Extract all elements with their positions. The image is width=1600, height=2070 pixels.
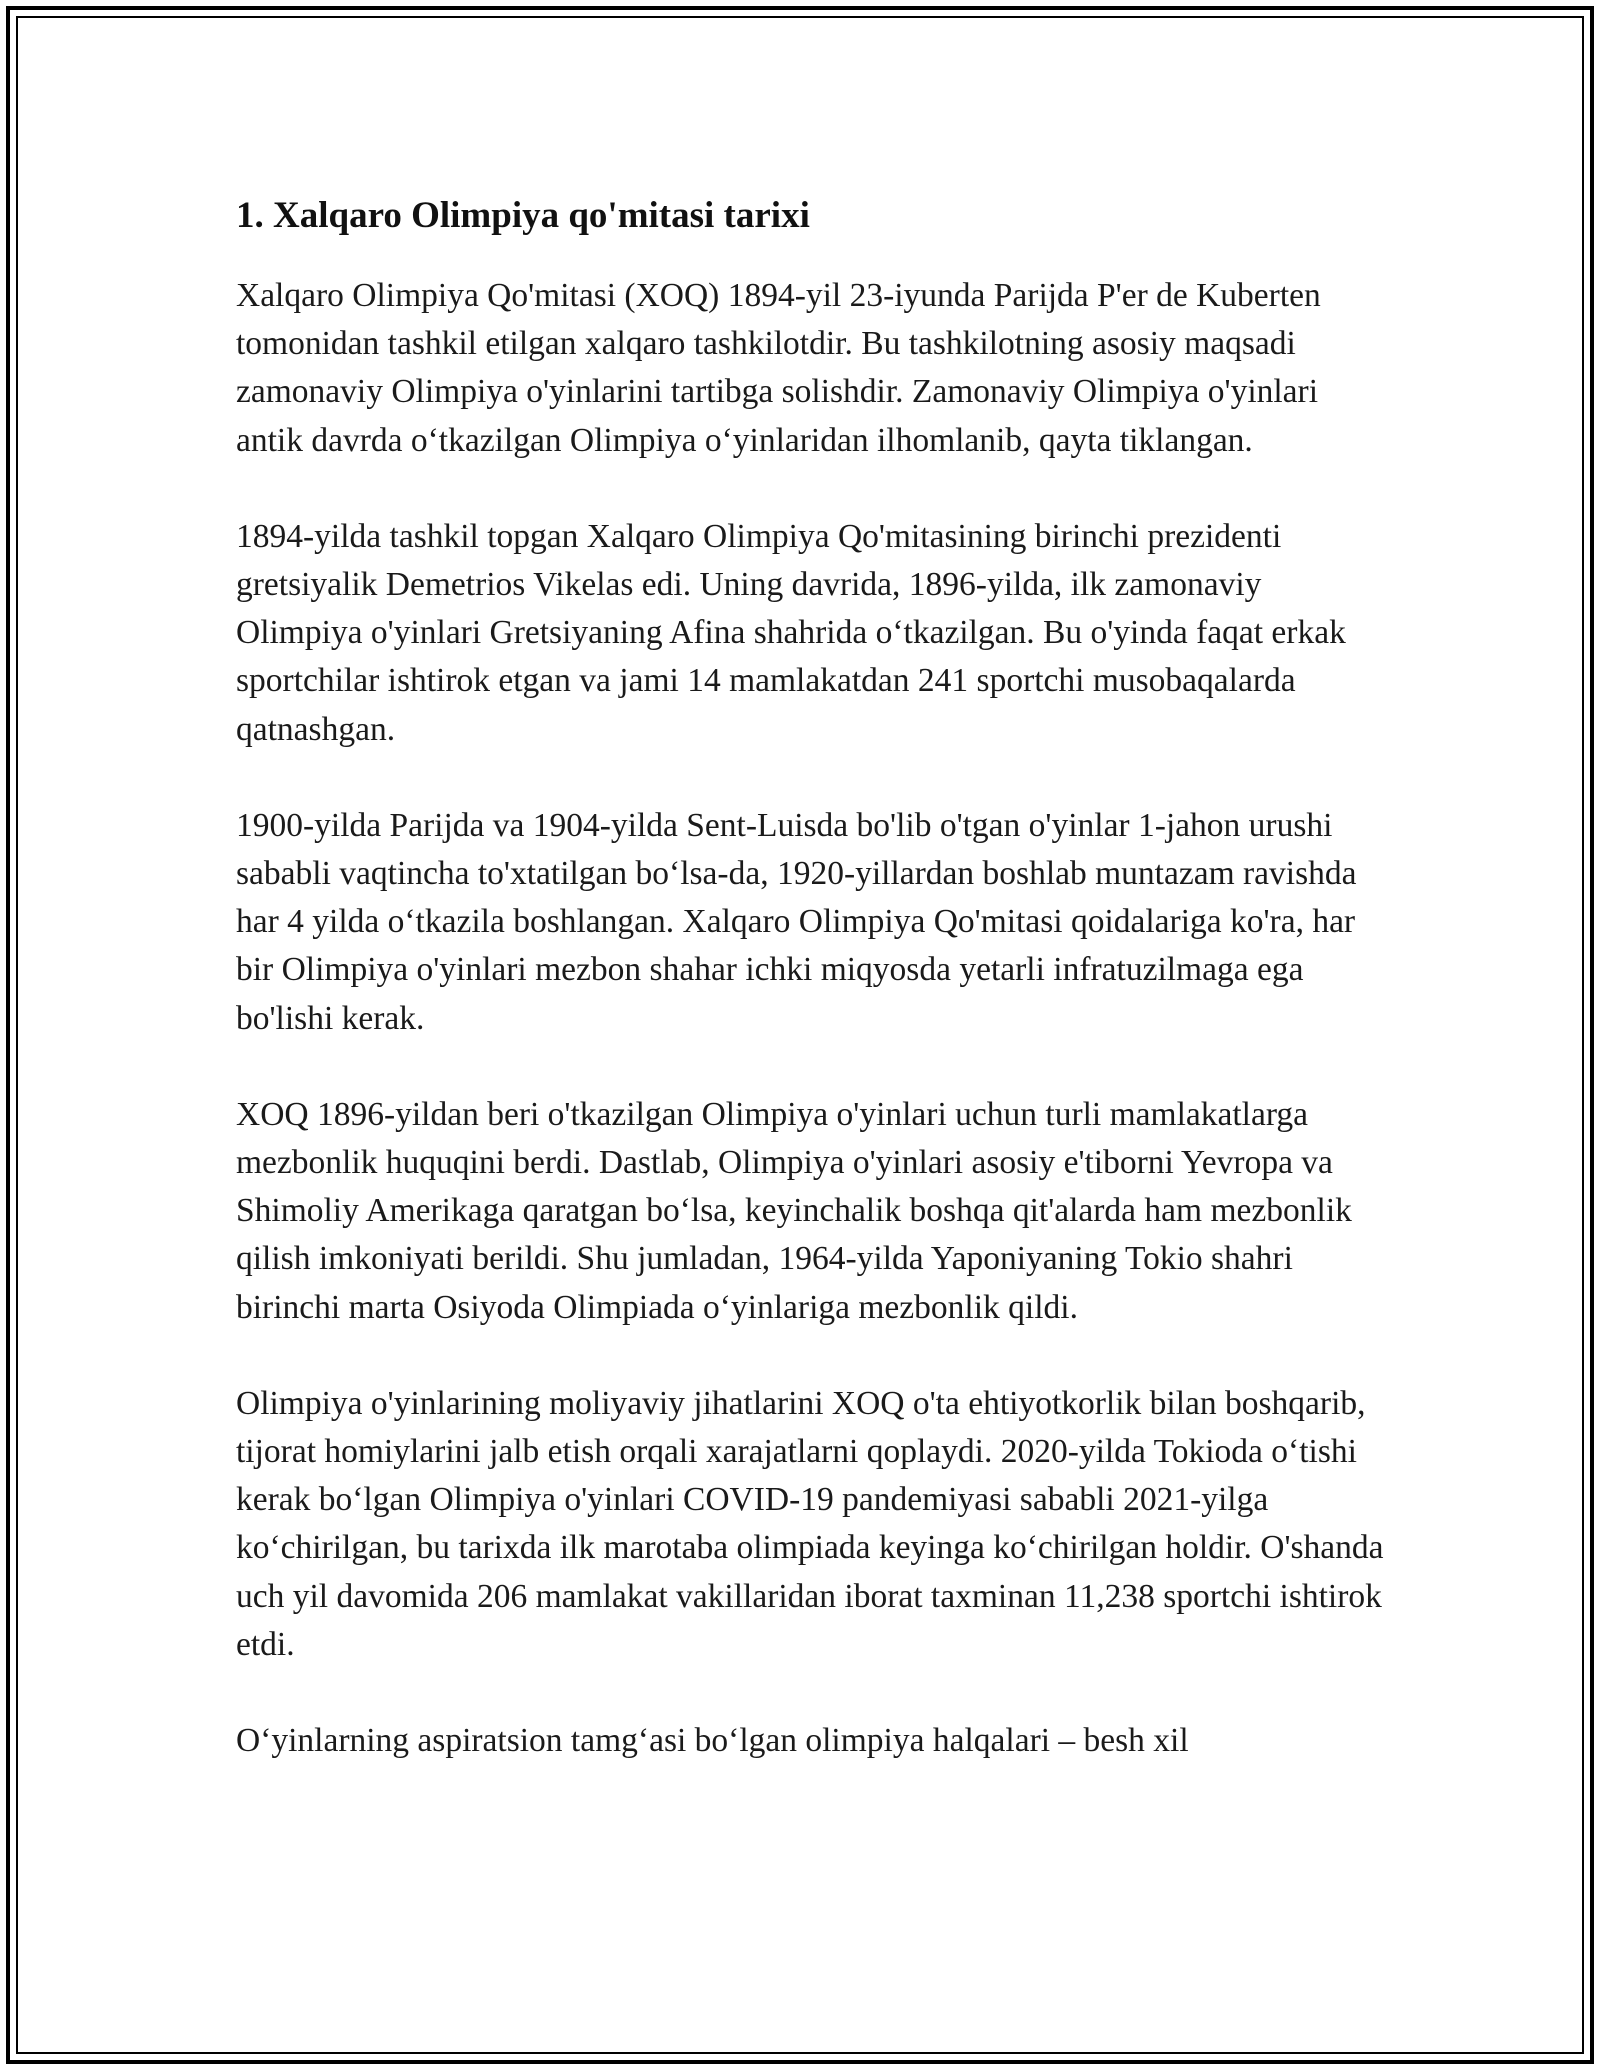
section-heading: 1. Xalqaro Olimpiya qo'mitasi tarixi (236, 195, 810, 236)
paragraph-5: Olimpiya o'yinlarining moliyaviy jihatlarini XOQ o'ta ehtiyotkorlik bilan boshqarib, tijorat homiylarini jalb etish orqali xarajatlarni qoplaydi. 2020-yilda Tokioda o‘tishi kerak bo‘lgan Olimpiya o'yinlari COVID-19 pandemiyasi sababli 2021-yilga ko‘chirilgan, bu tarixda ilk marotaba olimpiada keyinga ko‘chirilgan holdir. O'shanda uch yil davomida 206 mamlakat vakillaridan iborat taxminan 11,238 sportchi ishtirok etdi. (236, 1384, 1384, 1663)
paragraph-6: O‘yinlarning aspiratsion tamg‘asi bo‘lgan olimpiya halqalari – besh xil (236, 1722, 1189, 1760)
document-body (236, 186, 1386, 1813)
paragraph-1: Xalqaro Olimpiya Qo'mitasi (XOQ) 1894-yil 23-iyunda Parijda P'er de Kuberten tomonidan tashkil etilgan xalqaro tashkilotdir. Bu tashkilotning asosiy maqsadi zamonaviy Olimpiya o'yinlarini tartibga solishdir. Zamonaviy Olimpiya o'yinlari antik davrda o‘tkazilgan Olimpiya o‘yinlaridan ilhomlanib, qayta tiklangan. (236, 277, 1321, 459)
paragraph-4: XOQ 1896-yildan beri o'tkazilgan Olimpiya o'yinlari uchun turli mamlakatlarga mezbonlik huquqini berdi. Dastlab, Olimpiya o'yinlari asosiy e'tiborni Yevropa va Shimoliy Amerikaga qaratgan bo‘lsa, keyinchalik boshqa qit'alarda ham mezbonlik qilish imkoniyati berildi. Shu jumladan, 1964-yilda Yaponiyaning Tokio shahri birinchi marta Osiyoda Olimpiada o‘yinlariga mezbonlik qildi. (236, 1095, 1352, 1326)
paragraph-3: 1900-yilda Parijda va 1904-yilda Sent-Luisda bo'lib o'tgan o'yinlar 1-jahon urushi sababli vaqtincha to'xtatilgan bo‘lsa-da, 1920-yillardan boshlab muntazam ravishda har 4 yilda o‘tkazila boshlangan. Xalqaro Olimpiya Qo'mitasi qoidalariga ko'ra, har bir Olimpiya o'yinlari mezbon shahar ichki miqyosda yetarli infratuzilmaga ega bo'lishi kerak. (236, 806, 1357, 1037)
paragraph-2: 1894-yilda tashkil topgan Xalqaro Olimpiya Qo'mitasining birinchi prezidenti gretsiyalik Demetrios Vikelas edi. Uning davrida, 1896-yilda, ilk zamonaviy Olimpiya o'yinlari Gretsiyaning Afina shahrida o‘tkazilgan. Bu o'yinda faqat erkak sportchilar ishtirok etgan va jami 14 mamlakatdan 241 sportchi musobaqalarda qatnashgan. (236, 517, 1346, 748)
